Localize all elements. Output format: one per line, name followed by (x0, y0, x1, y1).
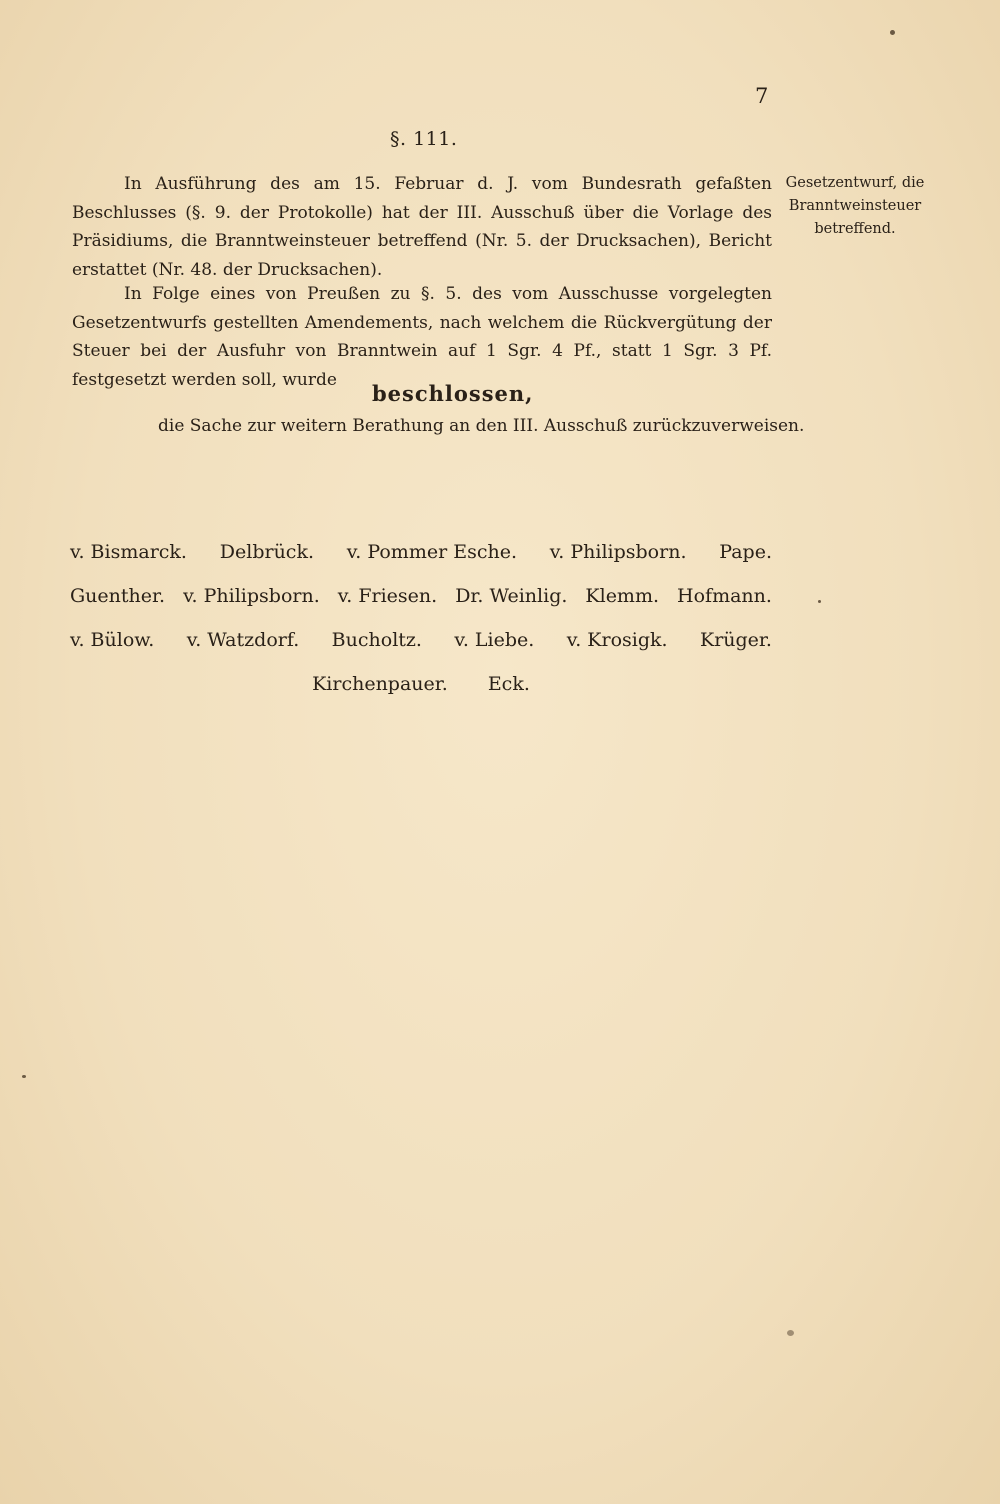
signature: Hofmann. (677, 585, 772, 607)
signature: Dr. Weinlig. (455, 585, 568, 607)
paper-speck (787, 1330, 794, 1336)
signature: Klemm. (585, 585, 660, 607)
signature: v. Liebe. (454, 629, 535, 651)
signature: v. Bismarck. (70, 541, 187, 563)
paragraph-text: In Folge eines von Preußen zu §. 5. des vom Ausschusse vorgelegten Gesetzentwurfs gestellten Amendements, nach welchem die Rückvergütung der Steuer bei der Ausfuhr von Branntwein auf 1 Sgr. 4 Pf., statt 1 Sgr. 3 Pf. festgesetzt werden soll, wurde (72, 284, 772, 390)
resolution-text: die Sache zur weitern Berathung an den III. Ausschuß zurückzuverweisen. (158, 416, 805, 436)
signature-row-1 (70, 530, 772, 574)
paper-speck (818, 600, 821, 603)
signature-row-4 (70, 662, 772, 706)
signature: v. Pommer Esche. (346, 541, 517, 563)
paragraph-text: In Ausführung des am 15. Februar d. J. vom Bundesrath gefaßten Beschlusses (§. 9. der Protokolle) hat der III. Ausschuß über die Vorlage des Präsidiums, die Branntweinsteuer betreffend (Nr. 5. der Drucksachen), Bericht erstattet (Nr. 48. der Drucksachen). (72, 174, 772, 280)
signature-row-2 (70, 574, 772, 618)
paragraph-1 (72, 170, 772, 284)
paper-speck (22, 1075, 26, 1078)
signature: Eck. (487, 673, 530, 695)
signatures-block (70, 530, 772, 706)
signature: Delbrück. (219, 541, 314, 563)
signature: Kirchenpauer. (312, 673, 448, 695)
signature: Krüger. (700, 629, 772, 651)
signature: Bucholtz. (331, 629, 422, 651)
signature: Pape. (719, 541, 772, 563)
paper-speck (890, 30, 895, 35)
signature: v. Friesen. (337, 585, 438, 607)
signature: v. Watzdorf. (186, 629, 300, 651)
signature: v. Krosigk. (566, 629, 668, 651)
signature: v. Philipsborn. (183, 585, 320, 607)
section-heading: §. 111. (390, 128, 458, 150)
resolved-word: beschlossen, (372, 381, 534, 406)
page-number: 7 (755, 84, 769, 108)
paragraph-2 (72, 280, 772, 394)
signature: v. Philipsborn. (549, 541, 687, 563)
margin-note: Gesetzentwurf, die Branntweinsteuer betreffend. (785, 175, 925, 237)
signature-row-3 (70, 618, 772, 662)
signature: v. Bülow. (70, 629, 155, 651)
signature: Guenther. (70, 585, 166, 607)
